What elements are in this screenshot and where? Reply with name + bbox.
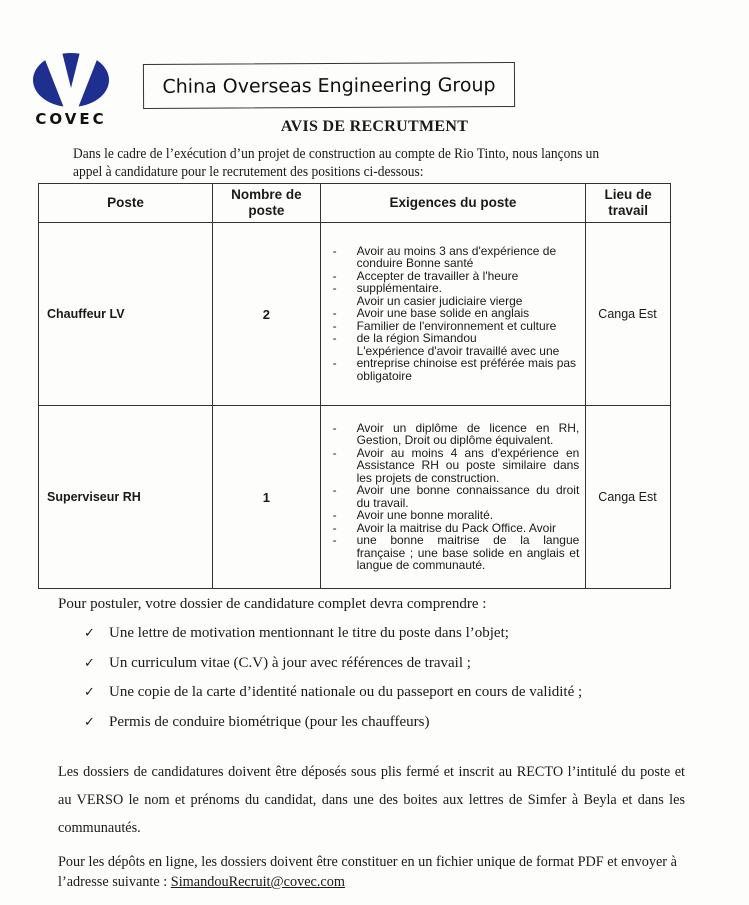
header-exigences: Exigences du poste: [320, 184, 586, 223]
application-checklist: [84, 625, 582, 743]
logo-text: COVEC: [35, 110, 107, 128]
table-row: [39, 406, 671, 589]
checklist-item: [84, 625, 582, 655]
company-name-box: [143, 62, 515, 109]
online-deposit-text: Pour les dépôts en ligne, les dossiers doivent être constituer en un fichier unique de format PDF et envoyer à l’adresse suivante :: [58, 854, 677, 890]
requirement-item: - Avoir au moins 4 ans d'expérience en Assistance RH ou poste similaire dans les projets de construction.: [332, 445, 580, 485]
poste-cell: Chauffeur LV: [39, 223, 213, 406]
requirement-item: - Avoir un diplôme de licence en RH, Gestion, Droit ou diplôme équivalent.: [332, 420, 580, 447]
deposit-paragraph: Les dossiers de candidatures doivent être déposés sous plis fermé et inscrit au RECTO l’intitulé du poste et au VERSO le nom et prénoms du candidat, dans une des boites aux lettres de Simfer à Beyla et dans les communautés.: [58, 764, 685, 836]
check-icon: ✓: [84, 714, 95, 730]
requirement-item: - entreprise chinoise est préférée mais pas obligatoire: [332, 356, 577, 383]
nombre-cell: 1: [213, 406, 320, 589]
application-intro: Pour postuler, votre dossier de candidature complet devra comprendre :: [58, 596, 487, 612]
checklist-item-text: Une copie de la carte d’identité nationale ou du passeport en cours de validité ;: [109, 684, 583, 700]
exigences-cell: [320, 406, 586, 589]
check-icon: ✓: [84, 685, 95, 700]
requirement-item: - Avoir la maitrise du Pack Office. Avoir: [332, 520, 557, 535]
requirements-list: [329, 245, 580, 383]
page-title: AVIS DE RECRUTMENT: [280, 118, 469, 135]
table-row: [39, 223, 671, 406]
requirement-item: - Avoir au moins 3 ans d'expérience de conduire Bonne santé: [332, 243, 557, 271]
requirement-item: - de la région Simandou: [332, 331, 477, 346]
checklist-item-text: Un curriculum vitae (C.V) à jour avec références de travail ;: [109, 654, 471, 671]
poste-cell: Superviseur RH: [39, 406, 213, 589]
check-icon: ✓: [84, 655, 95, 671]
online-deposit-paragraph: [58, 852, 704, 892]
requirement-item: Avoir un casier judiciaire vierge: [356, 293, 523, 308]
covec-logo: [28, 52, 114, 128]
header-poste: Poste: [39, 184, 213, 223]
exigences-cell: [320, 223, 586, 406]
checklist-item: [84, 655, 582, 685]
covec-logo-icon: [32, 52, 110, 108]
company-name: China Overseas Engineering Group: [162, 73, 496, 98]
checklist-item-text: Une lettre de motivation mentionnant le titre du poste dans l’objet;: [109, 625, 509, 641]
requirement-item: - Avoir une bonne moralité.: [332, 508, 494, 522]
requirement-item: - supplémentaire.: [332, 281, 442, 296]
header-lieu: Lieu de travail: [586, 184, 671, 223]
checklist-item-text: Permis de conduire biométrique (pour les chauffeurs): [109, 713, 430, 730]
requirement-item: - Familier de l'environnement et culture: [332, 318, 557, 333]
nombre-cell: 2: [213, 223, 320, 406]
email-link[interactable]: SimandouRecruit@covec.com: [170, 874, 345, 890]
intro-paragraph: Dans le cadre de l’exécution d’un projet de construction au compte de Rio Tinto, nous lançons un appel à candidature pour le recrutement des positions ci-dessous:: [73, 146, 600, 180]
requirement-item: - Accepter de travailler à l'heure: [332, 268, 519, 283]
requirement-item: L'expérience d'avoir travaillé avec une: [356, 343, 560, 358]
lieu-cell: Canga Est: [586, 406, 671, 589]
check-icon: ✓: [84, 626, 95, 641]
requirement-item: - Avoir une base solide en anglais: [332, 306, 530, 321]
checklist-item: [84, 684, 582, 714]
header-nombre: Nombre de poste: [213, 184, 320, 223]
checklist-item: [84, 714, 582, 744]
requirement-item: - une bonne maitrise de la langue française ; une base solide en anglais et langue de communauté.: [332, 533, 580, 572]
positions-table: [38, 183, 671, 589]
requirements-list: [329, 422, 580, 572]
requirement-item: - Avoir une bonne connaissance du droit du travail.: [332, 483, 580, 510]
table-header-row: [39, 184, 671, 223]
lieu-cell: Canga Est: [586, 223, 671, 406]
